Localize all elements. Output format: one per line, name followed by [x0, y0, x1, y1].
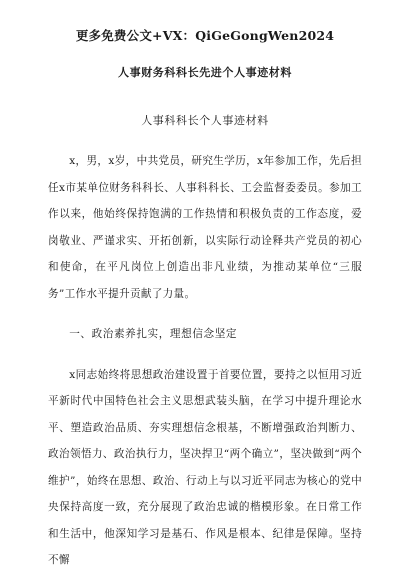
watermark-banner: 更多免费公文+VX：QiGeGongWen2024 [75, 28, 335, 43]
section-heading-1: 一、政治素养扎实，理想信念坚定 [69, 328, 238, 340]
section-1-paragraph: x同志始终将思想政治建设置于首要位置，要持之以恒用习近平新时代中国特色社会主义思想武装头脑，在学习中提升理论水平、塑造政治品质、夯实理想信念根基，不断增强政治判断力、政治领悟力、政治执行力，坚决捍卫“两个确立”，坚决做到“两个维护”，始终在思想、政治、行动上与以习近平同志为核心的党中央保持高度一致，充分展现了政治忠诚的楷模形象。在日常工作和生活中，他深知学习是基石、作风是根本、纪律是保障。坚持不懈 [48, 368, 362, 566]
intro-paragraph: x，男，x岁，中共党员，研究生学历，x年参加工作，先后担任x市某单位财务科科长、人事科科长、工会监督委委员。参加工作以来，他始终保持饱满的工作热情和积极负责的工作态度，爱岗敬业、严谨求实、开拓创新，以实际行动诠释共产党员的初心和使命，在平凡岗位上创造出非凡业绩，为推动某单位“三服务”工作水平提升贡献了力量。 [48, 155, 362, 300]
document-subtitle: 人事财务科科长先进个人事迹材料 [118, 66, 292, 79]
document-heading: 人事科科长个人事迹材料 [141, 114, 269, 127]
